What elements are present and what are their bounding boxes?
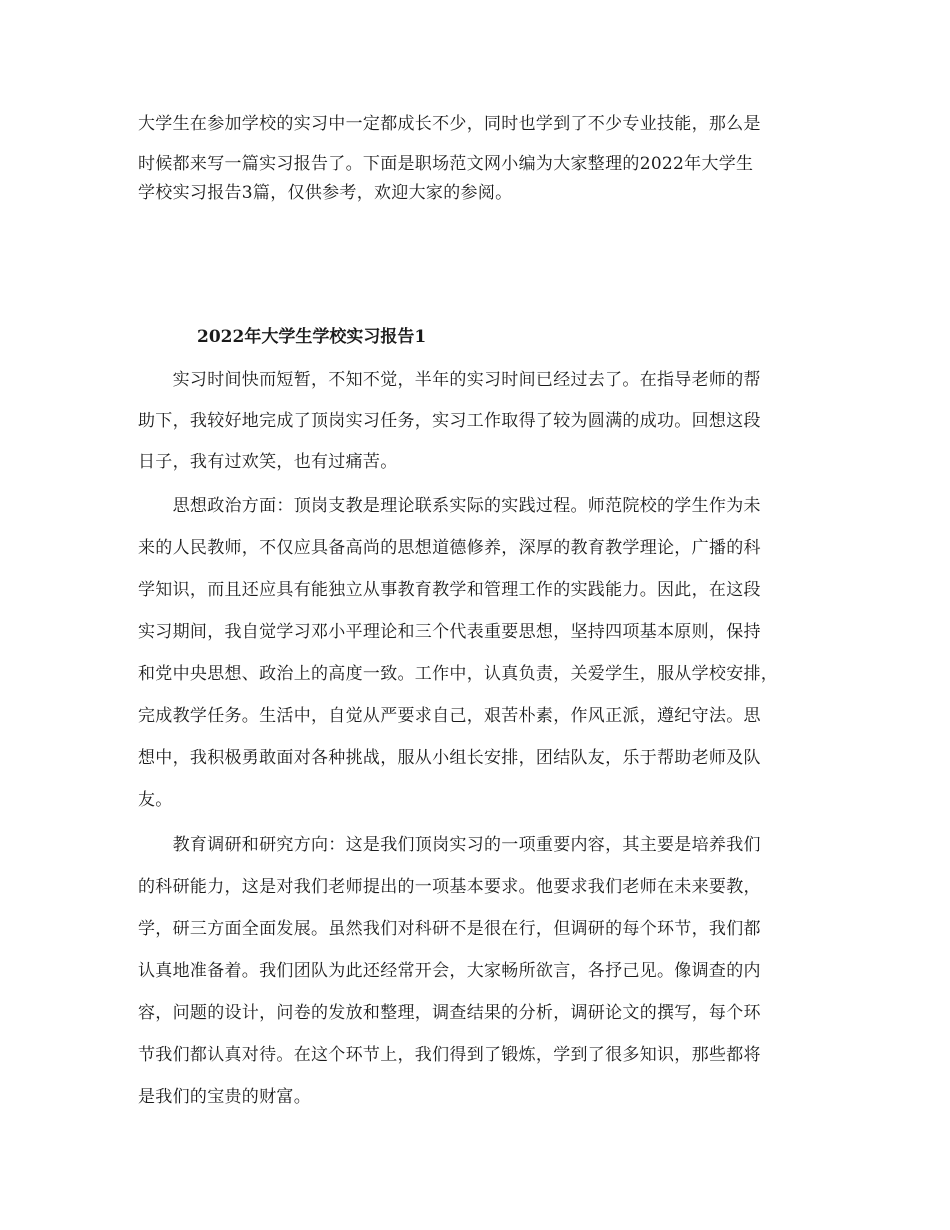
paragraph-line: 的科研能力，这是对我们老师提出的一项基本要求。他要求我们老师在未来要教， bbox=[138, 877, 761, 897]
intro-line: 学校实习报告3篇，仅供参考，欢迎大家的参阅。 bbox=[138, 183, 513, 203]
paragraph-line: 助下，我较好地完成了顶岗实习任务，实习工作取得了较为圆满的成功。回想这段 bbox=[138, 411, 761, 431]
paragraph-line: 想中，我积极勇敢面对各种挑战，服从小组长安排，团结队友，乐于帮助老师及队 bbox=[138, 748, 761, 768]
paragraph-line: 学知识，而且还应具有能独立从事教育教学和管理工作的实践能力。因此，在这段 bbox=[138, 580, 761, 600]
paragraph-line: 实习时间快而短暂，不知不觉，半年的实习时间已经过去了。在指导老师的帮 bbox=[138, 370, 761, 390]
intro-line: 大学生在参加学校的实习中一定都成长不少，同时也学到了不少专业技能，那么是 bbox=[138, 114, 761, 134]
paragraph-line: 来的人民教师，不仅应具备高尚的思想道德修养，深厚的教育教学理论，广播的科 bbox=[138, 538, 761, 558]
paragraph-line: 学，研三方面全面发展。虽然我们对科研不是很在行，但调研的每个环节，我们都 bbox=[138, 919, 761, 939]
paragraph-line: 节我们都认真对待。在这个环节上，我们得到了锻炼，学到了很多知识，那些都将 bbox=[138, 1045, 761, 1065]
section-title: 2022年大学生学校实习报告1 bbox=[197, 327, 427, 347]
paragraph-line: 思想政治方面：顶岗支教是理论联系实际的实践过程。师范院校的学生作为未 bbox=[138, 496, 761, 516]
paragraph-line: 完成教学任务。生活中，自觉从严要求自己，艰苦朴素，作风正派，遵纪守法。思 bbox=[138, 706, 761, 726]
paragraph-line: 日子，我有过欢笑，也有过痛苦。 bbox=[138, 452, 398, 472]
paragraph-line: 容，问题的设计，问卷的发放和整理，调查结果的分析，调研论文的撰写，每个环 bbox=[138, 1003, 761, 1023]
paragraph-line: 实习期间，我自觉学习邓小平理论和三个代表重要思想，坚持四项基本原则，保持 bbox=[138, 622, 761, 642]
intro-line: 时候都来写一篇实习报告了。下面是职场范文网小编为大家整理的2022年大学生 bbox=[138, 154, 754, 174]
paragraph-line: 是我们的宝贵的财富。 bbox=[138, 1087, 311, 1107]
paragraph-line: 教育调研和研究方向：这是我们顶岗实习的一项重要内容，其主要是培养我们 bbox=[138, 835, 761, 855]
paragraph-line: 认真地准备着。我们团队为此还经常开会，大家畅所欲言，各抒己见。像调查的内 bbox=[138, 961, 761, 981]
paragraph-line: 和党中央思想、政治上的高度一致。工作中，认真负责，关爱学生，服从学校安排， bbox=[138, 664, 779, 684]
paragraph-line: 友。 bbox=[138, 790, 173, 810]
